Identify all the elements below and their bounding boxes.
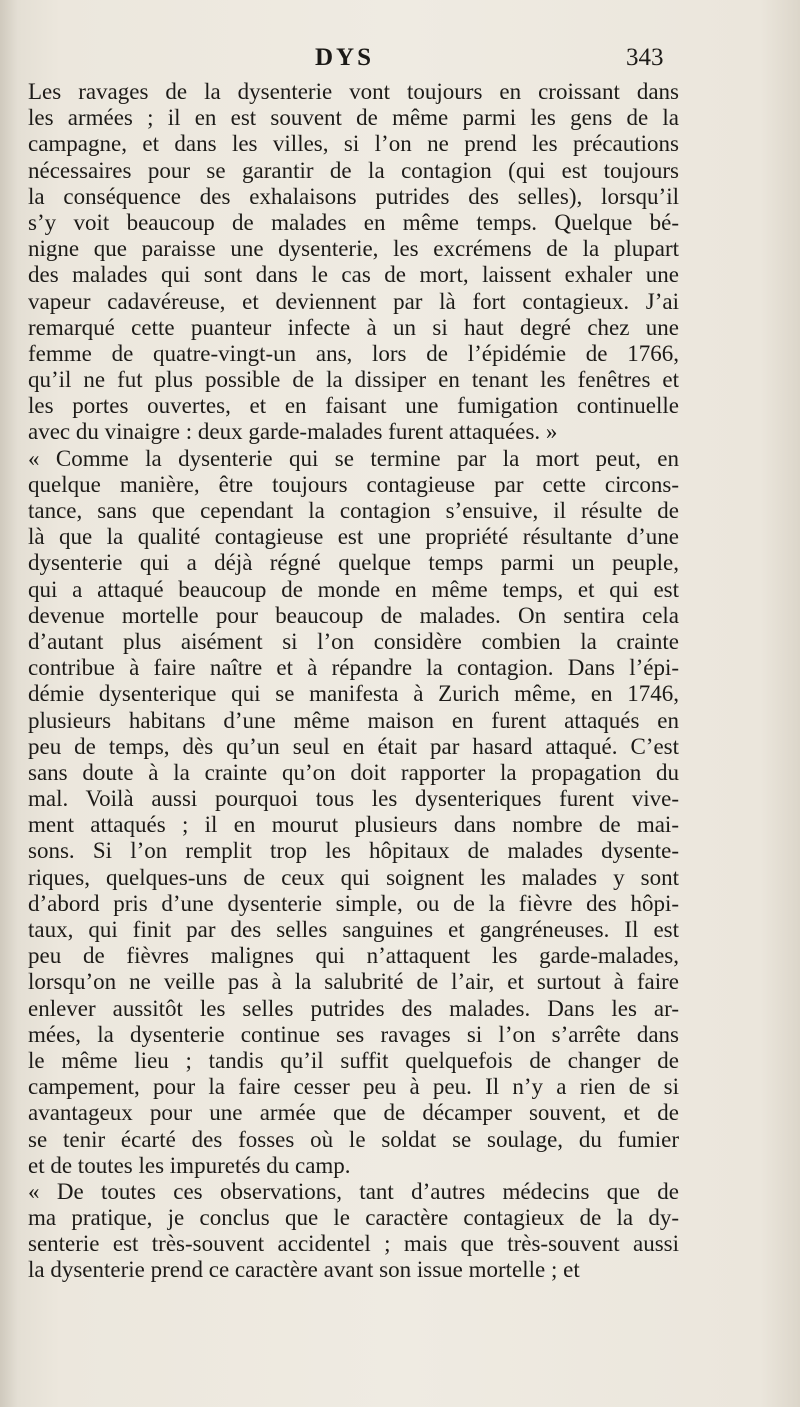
text-line: peu de temps, dès qu’un seul en était par hasard attaqué. C’est [28,733,679,759]
text-line: enlever aussitôt les selles putrides des malades. Dans les ar- [28,995,679,1021]
text-line: ment attaqués ; il en mourut plusieurs dans nombre de mai- [28,812,679,838]
text-line: le même lieu ; tandis qu’il suffit quelquefois de changer de [28,1047,679,1073]
text-line: les armées ; il en est souvent de même parmi les gens de la [28,105,679,131]
text-line: devenue mortelle pour beaucoup de malades. On sentira cela [28,602,679,628]
text-line: mées, la dysenterie continue ses ravages si l’on s’arrête dans [28,1021,679,1047]
text-line: campement, pour la faire cesser peu à peu. Il n’y a rien de si [28,1074,679,1100]
text-line: contribue à faire naître et à répandre la contagion. Dans l’épi- [28,655,679,681]
paragraph [28,79,679,446]
body-text [28,79,679,1284]
text-line: qui a attaqué beaucoup de monde en même temps, et qui est [28,576,679,602]
text-line: dysenterie qui a déjà régné quelque temps parmi un peuple, [28,550,679,576]
text-line: femme de quatre-vingt-un ans, lors de l’épidémie de 1766, [28,340,679,366]
text-line: nécessaires pour se garantir de la contagion (qui est toujours [28,157,679,183]
text-line: taux, qui finit par des selles sanguines et gangréneuses. Il est [28,917,679,942]
text-line: avec du vinaigre : deux garde-malades furent attaquées. » [28,419,558,445]
text-line: démie dysenterique qui se manifesta à Zurich même, en 1746, [28,681,679,707]
text-line: vapeur cadavéreuse, et deviennent par là fort contagieux. J’ai [28,288,679,314]
text-line: la conséquence des exhalaisons putrides des selles), lorsqu’il [28,183,679,209]
text-line: là que la qualité contagieuse est une propriété résultante d’une [28,524,679,550]
text-line: plusieurs habitans d’une même maison en furent attaqués en [28,707,679,733]
text-line: la dysenterie prend ce caractère avant son issue mortelle ; et [28,1257,580,1283]
text-line: d’autant plus aisément si l’on considère combien la crainte [28,628,679,654]
text-line: peu de fièvres malignes qui n’attaquent les garde-malades, [28,943,679,969]
text-line: lorsqu’on ne veille pas à la salubrité de l’air, et surtout à faire [28,969,679,995]
text-line: campagne, et dans les villes, si l’on ne prend les précautions [28,131,679,157]
page-number: 343 [626,44,664,71]
text-line: senterie est très-souvent accidentel ; mais que très-souvent aussi [28,1231,679,1257]
text-line: nigne que paraisse une dysenterie, les excrémens de la plupart [28,236,679,262]
text-line: sans doute à la crainte qu’on doit rapporter la propagation du [28,759,679,785]
text-line: s’y voit beaucoup de malades en même temps. Quelque bé- [28,209,679,235]
text-line: remarqué cette puanteur infecte à un si haut degré chez une [28,314,679,340]
text-line: d’abord pris d’une dysenterie simple, ou de la fièvre des hôpi- [28,890,679,916]
text-line: riques, quelques-uns de ceux qui soignent les malades y sont [28,864,679,890]
text-line: se tenir écarté des fosses où le soldat se soulage, du fumier [28,1126,679,1152]
page-header [0,44,800,80]
text-line: Les ravages de la dysenterie vont toujours en croissant dans [28,79,679,104]
text-line: « Comme la dysenterie qui se termine par la mort peut, en [28,445,679,471]
text-line: « De toutes ces observations, tant d’autres médecins que de [28,1178,679,1204]
text-line: quelque manière, être toujours contagieuse par cette circons- [28,471,679,497]
text-line: mal. Voilà aussi pourquoi tous les dysenteriques furent vive- [28,786,679,812]
running-head: DYS [315,44,375,71]
paragraph [28,446,679,1179]
text-line: les portes ouvertes, et en faisant une fumigation continuelle [28,393,679,419]
text-line: tance, sans que cependant la contagion s’ensuive, il résulte de [28,498,679,523]
text-line: et de toutes les impuretés du camp. [28,1152,351,1178]
text-line: qu’il ne fut plus possible de la dissiper en tenant les fenêtres et [28,367,679,393]
text-line: des malades qui sont dans le cas de mort, laissent exhaler une [28,262,679,288]
text-line: avantageux pour une armée que de décamper souvent, et de [28,1100,679,1126]
text-line: sons. Si l’on remplit trop les hôpitaux de malades dysente- [28,838,679,864]
text-line: ma pratique, je conclus que le caractère contagieux de la dy- [28,1205,679,1231]
paragraph [28,1179,679,1284]
